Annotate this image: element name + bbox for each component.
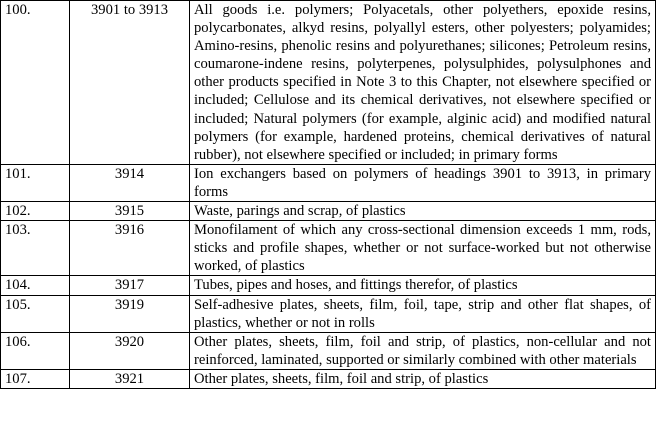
table-row xyxy=(1,1,656,165)
goods-description: Other plates, sheets, film, foil and strip, of plastics xyxy=(190,369,656,388)
goods-description: Self-adhesive plates, sheets, film, foil, tape, strip and other flat shapes, of plastics, whether or not in rolls xyxy=(190,295,656,332)
serial-number: 102. xyxy=(1,202,70,221)
table-row xyxy=(1,295,656,332)
serial-number: 101. xyxy=(1,164,70,201)
table-row xyxy=(1,369,656,388)
serial-number: 103. xyxy=(1,221,70,276)
tariff-heading: 3901 to 3913 xyxy=(70,1,190,165)
tariff-heading: 3916 xyxy=(70,221,190,276)
goods-description: Other plates, sheets, film, foil and strip, of plastics, non-cellular and not reinforced, laminated, supported or similarly combined with other materials xyxy=(190,332,656,369)
table-row xyxy=(1,332,656,369)
tariff-heading: 3917 xyxy=(70,276,190,295)
tariff-heading: 3921 xyxy=(70,369,190,388)
table-row xyxy=(1,202,656,221)
goods-description: Ion exchangers based on polymers of headings 3901 to 3913, in primary forms xyxy=(190,164,656,201)
table-row xyxy=(1,221,656,276)
goods-description: All goods i.e. polymers; Polyacetals, other polyethers, epoxide resins, polycarbonates, alkyd resins, polyallyl esters, other polyesters; polyamides; Amino-resins, phenolic resins and polyurethanes; silicones; Petroleum resins, coumarone-indene resins, polyterpenes, polysulphides, polysulphones and other products specified in Note 3 to this Chapter, not elsewhere specified or included; Cellulose and its chemical derivatives, not elsewhere specified or included; Natural polymers (for example, alginic acid) and modified natural polymers (for example, hardened proteins, chemical derivatives of natural rubber), not elsewhere specified or included; in primary forms xyxy=(190,1,656,165)
goods-description: Tubes, pipes and hoses, and fittings therefor, of plastics xyxy=(190,276,656,295)
tariff-heading: 3915 xyxy=(70,202,190,221)
serial-number: 100. xyxy=(1,1,70,165)
table-row xyxy=(1,276,656,295)
serial-number: 107. xyxy=(1,369,70,388)
serial-number: 106. xyxy=(1,332,70,369)
serial-number: 105. xyxy=(1,295,70,332)
tariff-heading: 3919 xyxy=(70,295,190,332)
tariff-heading: 3914 xyxy=(70,164,190,201)
goods-description: Monofilament of which any cross-sectional dimension exceeds 1 mm, rods, sticks and profile shapes, whether or not surface-worked but not otherwise worked, of plastics xyxy=(190,221,656,276)
tariff-heading: 3920 xyxy=(70,332,190,369)
goods-description: Waste, parings and scrap, of plastics xyxy=(190,202,656,221)
serial-number: 104. xyxy=(1,276,70,295)
table-row xyxy=(1,164,656,201)
